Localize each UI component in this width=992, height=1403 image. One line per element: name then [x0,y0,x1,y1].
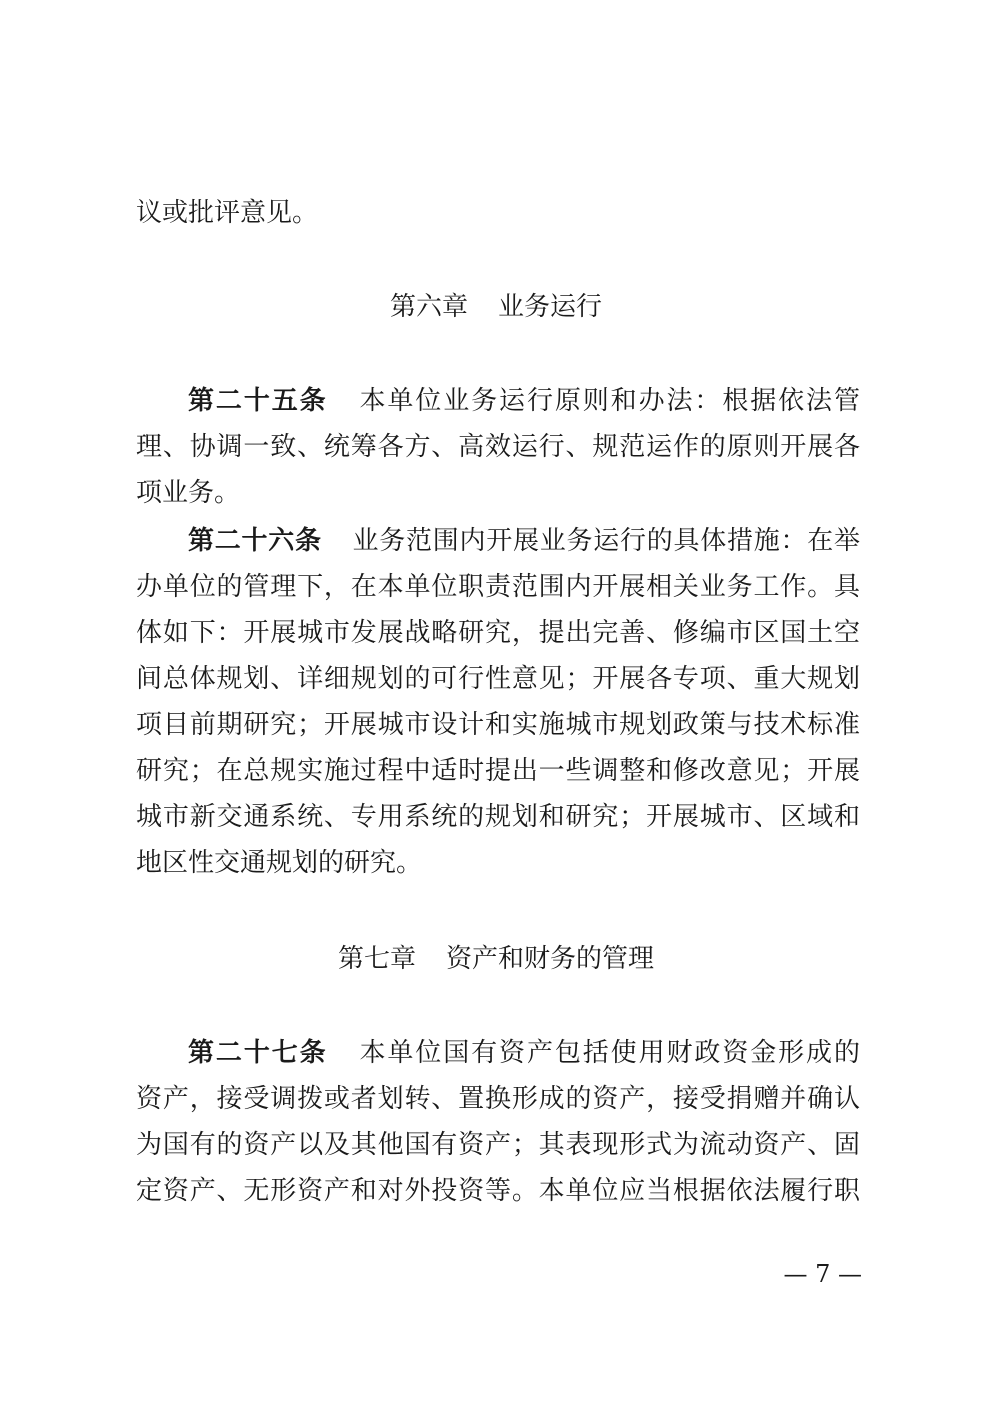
article-27-label: 第二十七条 [188,1038,328,1068]
article-27-first-line [188,1030,860,1076]
article-25-line: 理、协调一致、统筹各方、高效运行、规范运作的原则开展各 [136,432,860,462]
article-26-label: 第二十六条 [188,526,322,556]
article-27-line: 定资产、无形资产和对外投资等。本单位应当根据依法履行职 [136,1176,860,1206]
chapter-7-number: 第七章 [337,944,416,974]
article-25-line: 本单位业务运行原则和办法：根据依法管 [357,386,860,416]
article-26-line: 业务范围内开展业务运行的具体措施：在举 [351,526,860,556]
article-25-first-line [188,378,860,424]
article-26-line: 城市新交通系统、专用系统的规划和研究；开展城市、区域和 [136,802,860,832]
article-27-line: 为国有的资产以及其他国有资产；其表现形式为流动资产、固 [136,1130,860,1160]
article-27-line: 资产，接受调拨或者划转、置换形成的资产，接受捐赠并确认 [136,1084,860,1114]
page-number: — 7 — [783,1260,862,1288]
article-26-line: 办单位的管理下，在本单位职责范围内开展相关业务工作。具 [136,572,860,602]
chapter-6-title: 业务运行 [498,292,603,322]
article-26-line: 间总体规划、详细规划的可行性意见；开展各专项、重大规划 [136,664,860,694]
article-26-line: 研究；在总规实施过程中适时提出一些调整和修改意见；开展 [136,756,860,786]
chapter-7-title: 资产和财务的管理 [446,944,655,974]
chapter-6-number: 第六章 [389,292,468,322]
article-26-line: 体如下：开展城市发展战略研究，提出完善、修编市区国土空 [136,618,860,648]
article-25-line: 项业务。 [136,478,241,508]
article-27-line: 本单位国有资产包括使用财政资金形成的 [357,1038,860,1068]
article-26-line: 项目前期研究；开展城市设计和实施城市规划政策与技术标准 [136,710,860,740]
chapter-6-heading [0,284,992,330]
article-26-line: 地区性交通规划的研究。 [136,848,423,878]
chapter-7-heading [0,936,992,982]
article-25-label: 第二十五条 [188,386,328,416]
article-26-first-line [188,518,860,564]
continued-paragraph-line: 议或批评意见。 [136,198,319,228]
